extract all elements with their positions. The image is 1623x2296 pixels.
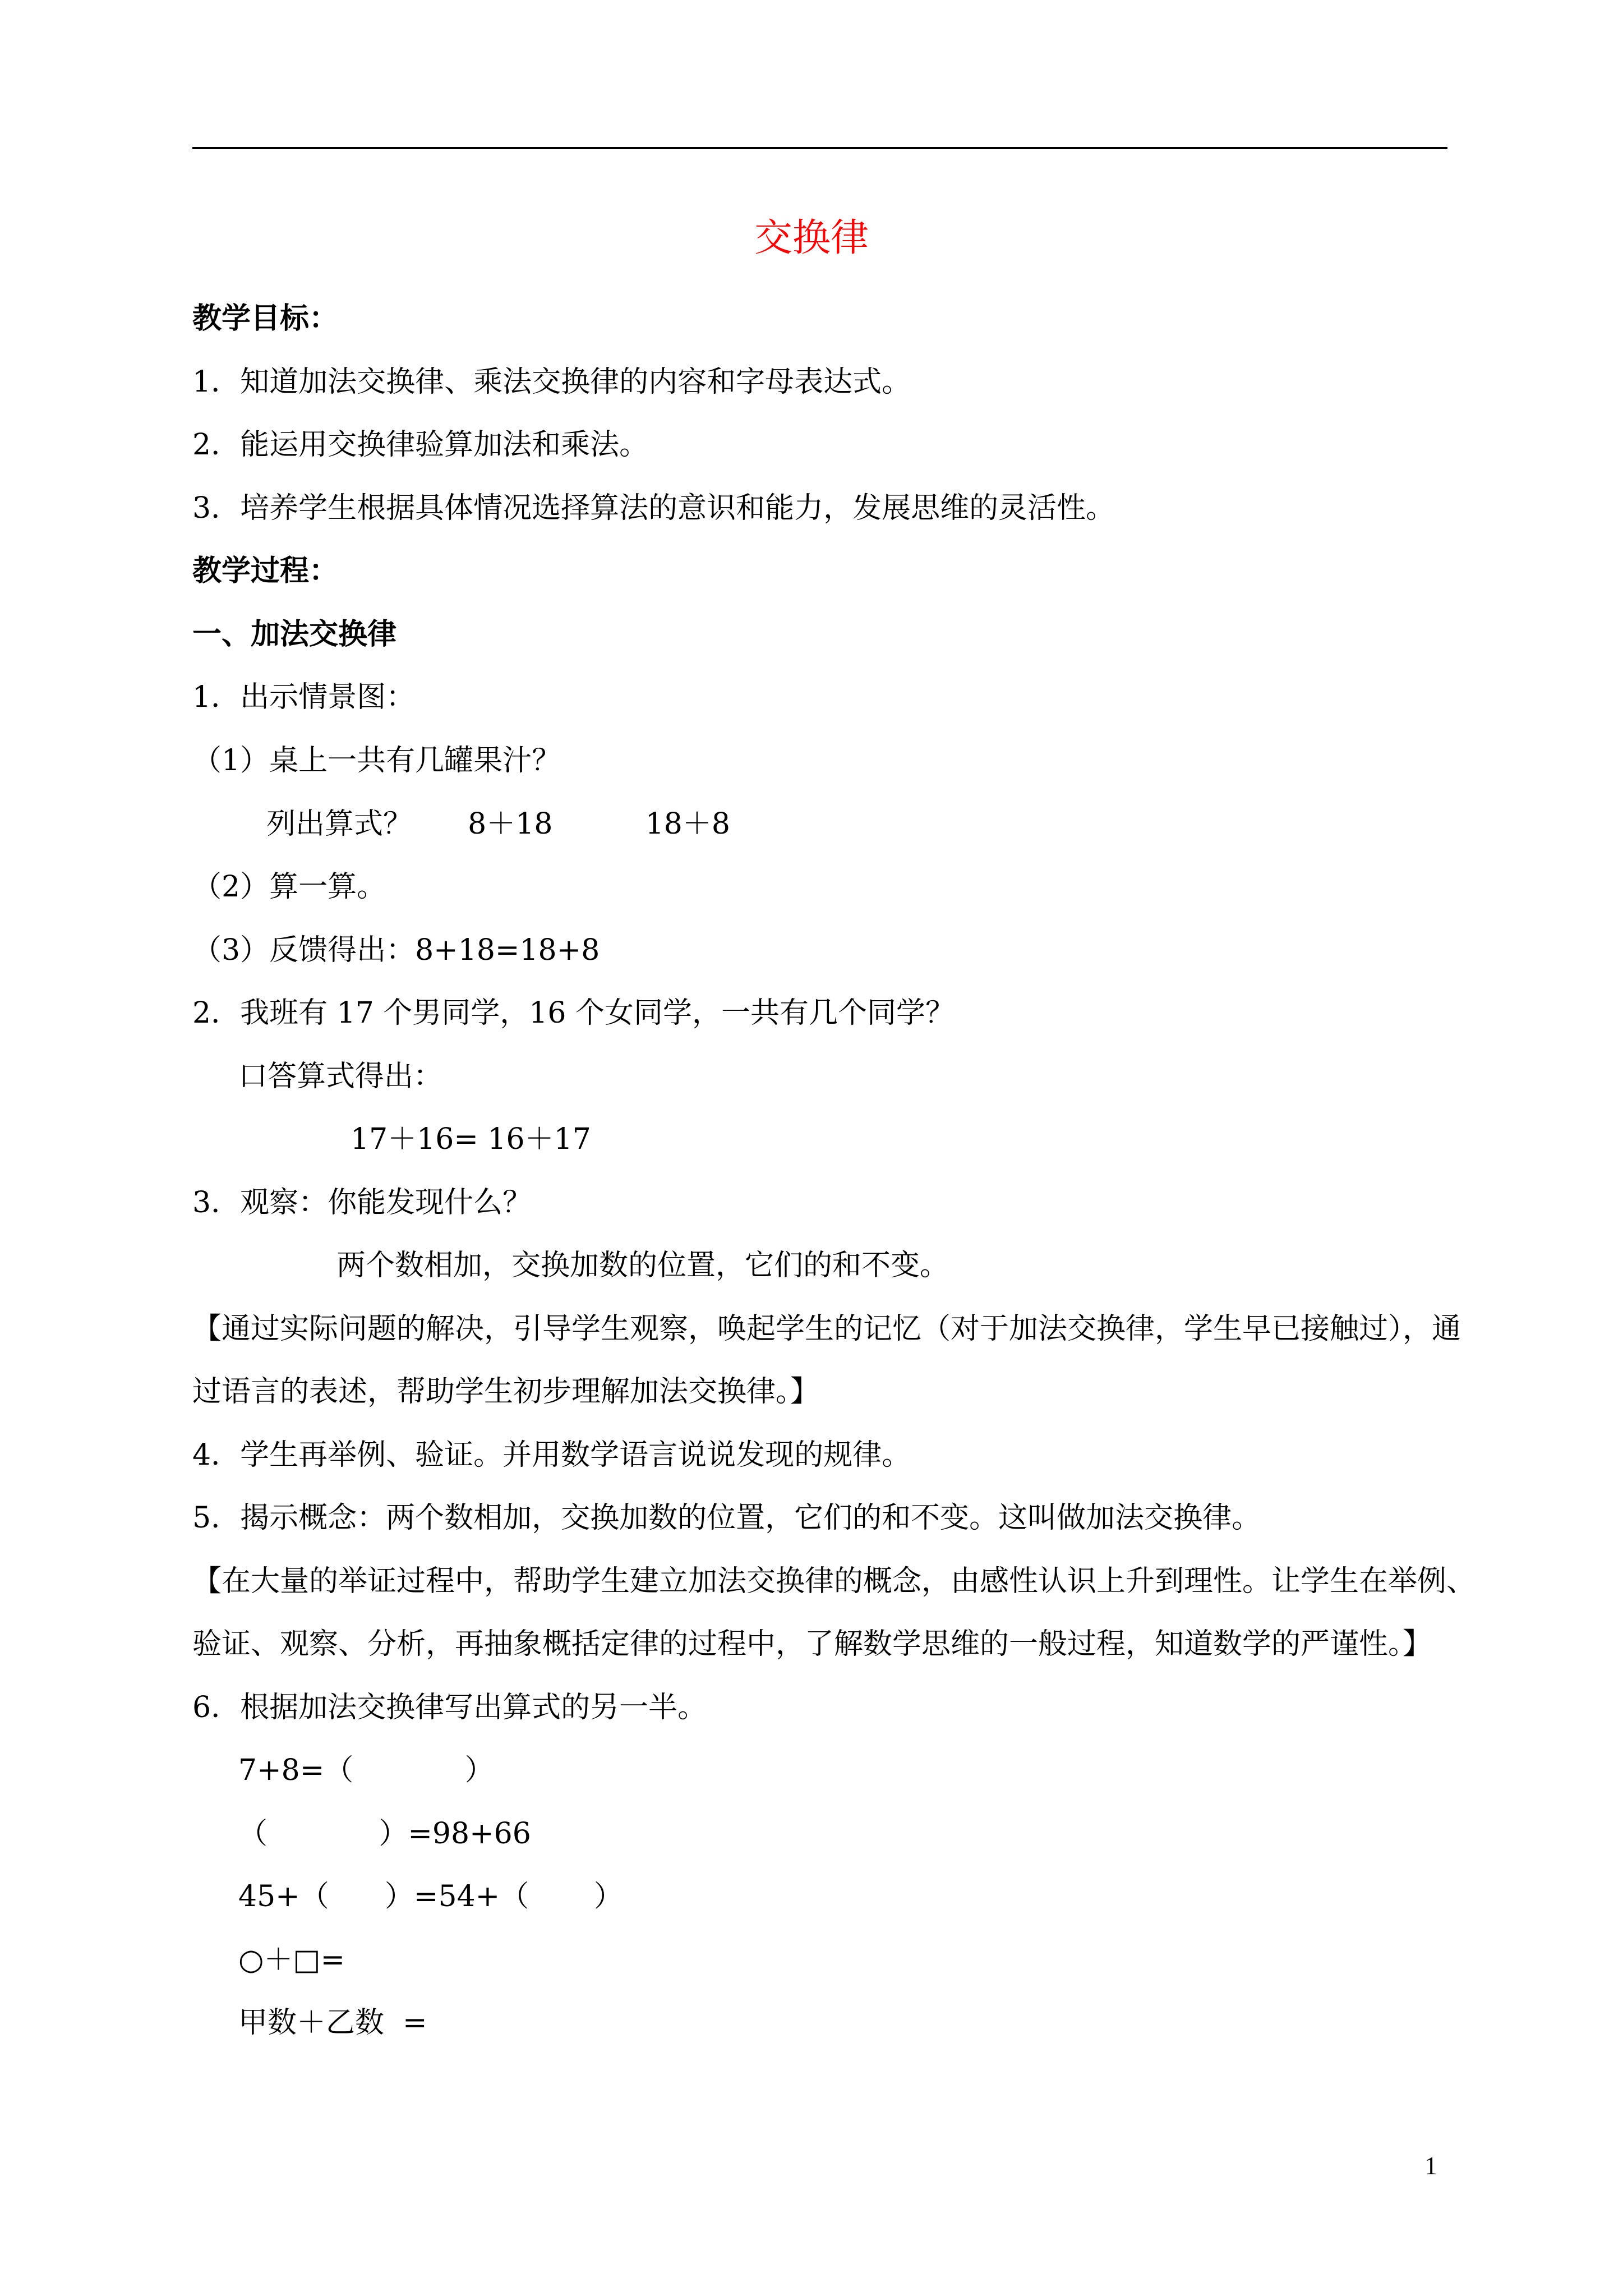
exercise-2: （ ）=98+66 xyxy=(238,1817,531,1851)
objective-2: 2．能运用交换律验算加法和乘法。 xyxy=(192,428,649,462)
step-6: 6．根据加法交换律写出算式的另一半。 xyxy=(192,1691,707,1724)
step-5: 5．揭示概念：两个数相加，交换加数的位置，它们的和不变。这叫做加法交换律。 xyxy=(192,1501,1261,1535)
step-1-question: （1）桌上一共有几罐果汁？ xyxy=(192,744,561,777)
step-2: 2．我班有 17 个男同学，16 个女同学，一共有几个同学？ xyxy=(192,996,955,1030)
step-3-observation: 两个数相加，交换加数的位置，它们的和不变。 xyxy=(336,1249,949,1282)
exercise-4: ○＋□= xyxy=(238,1943,345,1977)
note-1-line-1: 【通过实际问题的解决，引导学生观察，唤起学生的记忆（对于加法交换律，学生早已接触过），通 xyxy=(192,1312,1461,1346)
step-2-answer-prompt: 口答算式得出： xyxy=(238,1060,443,1093)
step-1-expressions: 列出算式？ 8＋18 18＋8 xyxy=(266,807,730,841)
section-heading-objectives: 教学目标： xyxy=(192,301,339,335)
objective-1: 1．知道加法交换律、乘法交换律的内容和字母表达式。 xyxy=(192,365,911,399)
step-3: 3．观察：你能发现什么？ xyxy=(192,1186,532,1220)
header-rule xyxy=(192,147,1447,149)
subsection-heading-addition: 一、加法交换律 xyxy=(192,617,397,651)
exercise-5: 甲数＋乙数 = xyxy=(238,2006,427,2040)
page-number: 1 xyxy=(1424,2151,1437,2180)
exercise-1: 7+8=（ ） xyxy=(238,1754,494,1787)
objective-3: 3．培养学生根据具体情况选择算法的意识和能力，发展思维的灵活性。 xyxy=(192,491,1115,525)
step-1-feedback: （3）反馈得出：8+18=18+8 xyxy=(192,933,600,967)
note-2-line-2: 验证、观察、分析，再抽象概括定律的过程中，了解数学思维的一般过程，知道数学的严谨性。】 xyxy=(192,1627,1432,1661)
note-1-line-2: 过语言的表述，帮助学生初步理解加法交换律。】 xyxy=(192,1375,820,1409)
step-2-equation: 17＋16= 16＋17 xyxy=(351,1122,591,1156)
document-title: 交换律 xyxy=(754,216,869,260)
section-heading-process: 教学过程： xyxy=(192,554,339,588)
step-1-calculate: （2）算一算。 xyxy=(192,870,386,904)
exercise-3: 45+（ ）=54+（ ） xyxy=(238,1880,623,1913)
step-1: 1．出示情景图： xyxy=(192,680,416,714)
note-2-line-1: 【在大量的举证过程中，帮助学生建立加法交换律的概念，由感性认识上升到理性。让学生在举例、 xyxy=(192,1565,1476,1598)
step-4: 4．学生再举例、验证。并用数学语言说说发现的规律。 xyxy=(192,1438,911,1472)
